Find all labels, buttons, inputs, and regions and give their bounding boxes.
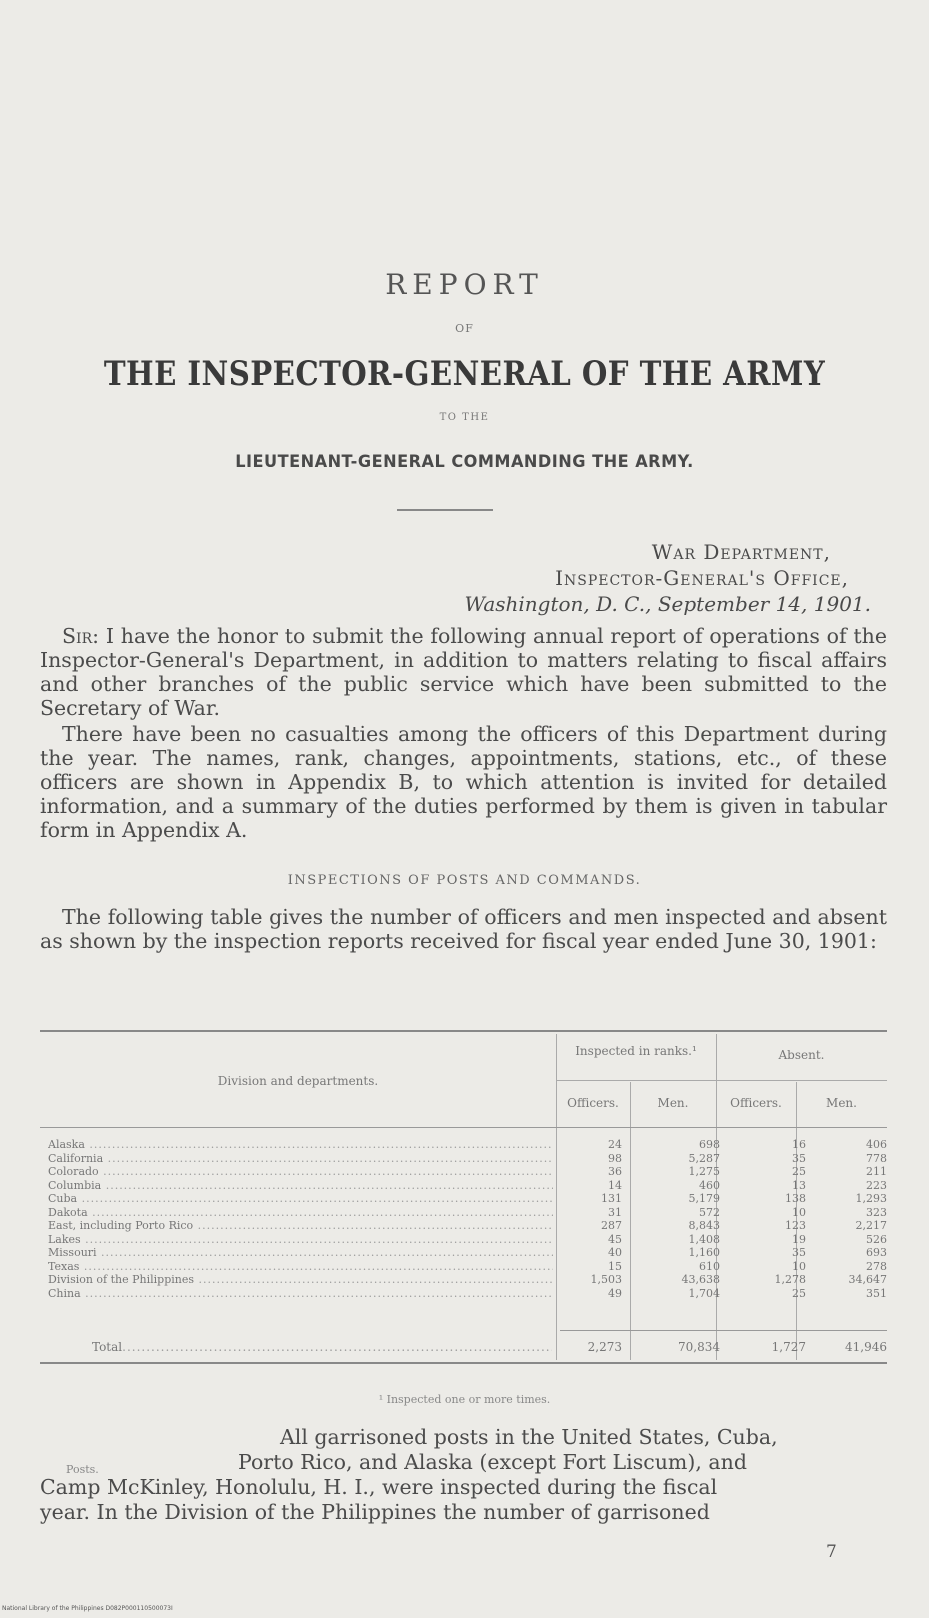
cell-inspected-men: 1,275 [688,1165,720,1178]
row-name: Texas ..... [48,1260,553,1274]
total-inspected-men: 70,834 [678,1340,720,1354]
library-stamp: National Library of the Philippines D082P000110500073I [2,1605,173,1612]
cell-absent-officers: 1,278 [774,1273,806,1286]
cell-absent-officers: 10 [792,1259,806,1273]
paragraph-intro [40,624,887,720]
cell-absent-officers: 25 [792,1286,806,1300]
cell-inspected-men: 698 [699,1138,720,1151]
table-row [40,1152,887,1166]
report-title: REPORT [385,268,544,301]
cell-absent-men: 406 [866,1138,887,1151]
total-rule [560,1330,887,1331]
table-header-rule [40,1127,887,1128]
cell-inspected-men: 610 [699,1259,720,1273]
cell-inspected-men: 1,704 [688,1286,720,1300]
cell-absent-officers: 19 [792,1232,806,1246]
cell-inspected-officers: 15 [608,1259,622,1273]
header-division: Division and departments. [217,1074,379,1088]
row-name: Columbia ..... [48,1179,553,1193]
header-absent-men: Men. [826,1096,857,1110]
table-row [40,1138,887,1152]
cell-absent-officers: 138 [785,1192,806,1205]
cell-inspected-men: 43,638 [681,1273,720,1286]
table-row [40,1219,887,1233]
letter-heading-date: Washington, D. C., September 14, 1901. [464,592,871,616]
row-name: Colorado ..... [48,1165,553,1179]
posts-line-1: All garrisoned posts in the United States, Cuba, [280,1425,778,1449]
table-row [40,1233,887,1247]
paragraph-posts [40,1425,887,1525]
cell-absent-officers: 16 [792,1138,806,1151]
table-row [40,1246,887,1260]
row-name: Missouri ..... [48,1246,553,1260]
table-total-row [40,1340,887,1356]
cell-inspected-officers: 24 [608,1138,622,1151]
cell-absent-men: 34,647 [848,1273,887,1286]
table-row [40,1273,887,1287]
table-row [40,1287,887,1301]
paragraph-intro-text: I have the honor to submit the following annual report of operations of the Inspector-General's Department, in addition to matters relating to fiscal affairs and other branches of the public service which have been submitted to the Secretary of War. [40,624,887,720]
cell-absent-officers: 123 [785,1219,806,1232]
total-label: Total ..... [92,1340,552,1354]
cell-inspected-officers: 1,503 [590,1273,622,1286]
main-title: THE INSPECTOR-GENERAL OF THE ARMY [103,354,826,394]
cell-absent-men: 351 [866,1286,887,1300]
posts-line-2: Porto Rico, and Alaska (except Fort Liscum), and [238,1450,747,1474]
table-row [40,1179,887,1193]
posts-line-3: Camp McKinley, Honolulu, H. I., were inspected during the fiscal [40,1475,718,1499]
cell-inspected-men: 1,160 [688,1246,720,1259]
cell-inspected-men: 5,287 [688,1151,720,1165]
cell-inspected-men: 1,408 [688,1232,720,1246]
table-row [40,1165,887,1179]
cell-absent-men: 323 [866,1205,887,1219]
cell-absent-men: 693 [866,1246,887,1259]
page-number: 7 [826,1542,837,1562]
cell-inspected-men: 5,179 [688,1192,720,1205]
cell-inspected-officers: 14 [608,1178,622,1192]
cell-absent-men: 1,293 [855,1192,887,1205]
cell-inspected-officers: 36 [608,1165,622,1178]
row-name: California ..... [48,1152,553,1166]
table-footnote: ¹ Inspected one or more times. [378,1393,551,1406]
cell-absent-officers: 35 [792,1151,806,1165]
cell-absent-officers: 13 [792,1178,806,1192]
table-top-rule [40,1030,887,1032]
cell-inspected-officers: 45 [608,1232,622,1246]
title-of: OF [455,322,474,335]
letter-heading-department: War Department, [651,540,831,564]
cell-absent-men: 278 [866,1259,887,1273]
table-row [40,1260,887,1274]
paragraph-casualties: There have been no casualties among the officers of this Department during the year. The names, rank, changes, appointments, stations, etc., of these officers are shown in Appendix B, to which attention is invited for detailed information, and a summary of the duties performed by them is given in tabular form in Appendix A. [40,722,887,842]
cell-inspected-officers: 287 [601,1219,622,1232]
total-absent-men: 41,946 [845,1340,887,1354]
header-absent-officers: Officers. [730,1096,782,1110]
table-row [40,1206,887,1220]
table-group-rule [556,1080,887,1081]
row-name: Cuba ..... [48,1192,553,1206]
salutation: Sir: [62,624,100,648]
cell-inspected-men: 572 [699,1205,720,1219]
row-name: Dakota ..... [48,1206,553,1220]
row-name: East, including Porto Rico ..... [48,1219,553,1233]
cell-absent-men: 778 [866,1151,887,1165]
cell-inspected-officers: 31 [608,1205,622,1219]
cell-absent-officers: 35 [792,1246,806,1259]
cell-inspected-officers: 40 [608,1246,622,1259]
cell-absent-men: 211 [866,1165,887,1178]
title-to: TO THE [439,412,490,423]
row-name: Division of the Philippines ..... [48,1273,553,1287]
cell-absent-officers: 25 [792,1165,806,1178]
cell-inspected-officers: 49 [608,1286,622,1300]
cell-inspected-men: 460 [699,1178,720,1192]
cell-absent-officers: 10 [792,1205,806,1219]
letter-heading-office: Inspector-General's Office, [555,566,849,590]
cell-inspected-officers: 98 [608,1151,622,1165]
header-absent: Absent. [778,1048,825,1062]
row-name: China ..... [48,1287,553,1301]
header-inspected: Inspected in ranks.¹ [575,1044,697,1058]
cell-absent-men: 223 [866,1178,887,1192]
cell-absent-men: 2,217 [855,1219,887,1232]
cell-inspected-men: 8,843 [688,1219,720,1232]
section-heading: INSPECTIONS OF POSTS AND COMMANDS. [287,873,642,888]
row-name: Lakes ..... [48,1233,553,1247]
title-rule [397,509,493,511]
posts-line-4: year. In the Division of the Philippines the number of garrisoned [40,1500,710,1524]
table-row [40,1192,887,1206]
cell-inspected-officers: 131 [601,1192,622,1205]
cell-absent-men: 526 [866,1232,887,1246]
subtitle: LIEUTENANT-GENERAL COMMANDING THE ARMY. [235,452,694,472]
header-inspected-officers: Officers. [567,1096,619,1110]
row-name: Alaska ..... [48,1138,553,1152]
table-bottom-rule [40,1362,887,1364]
paragraph-table-intro: The following table gives the number of officers and men inspected and absent as shown by the inspection reports received for fiscal year ended June 30, 1901: [40,905,887,953]
total-absent-officers: 1,727 [771,1340,806,1354]
total-inspected-officers: 2,273 [587,1340,622,1354]
header-inspected-men: Men. [657,1096,689,1110]
margin-note: Posts. [66,1463,99,1476]
table-body [40,1138,887,1300]
